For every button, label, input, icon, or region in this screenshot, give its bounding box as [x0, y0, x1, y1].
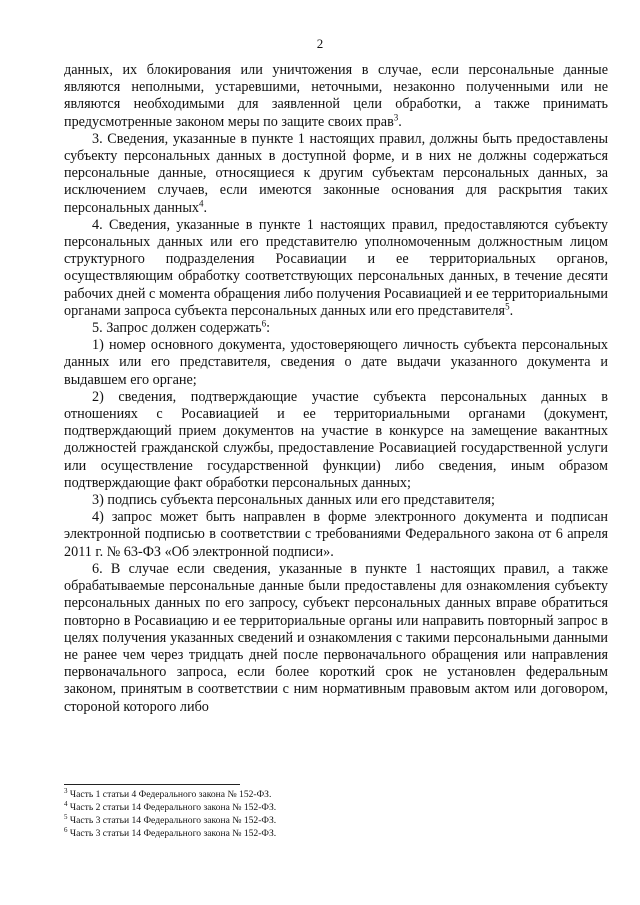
footnote-ref: 6: [261, 318, 267, 329]
footnote: $^5$ Часть 3 статьи 14 Федерального закона № 152-ФЗ.: [64, 812, 277, 826]
footnote-ref: 5: [505, 301, 510, 312]
paragraph-5-item-1: 1) номер основного документа, удостоверяющего личность субъекта персональных данных или его представителя, сведения о дате выдачи указанного документа и выдавшем его органе;: [64, 337, 608, 388]
footnote: $^3$ Часть 1 статьи 4 Федерального закона № 152-ФЗ.: [64, 786, 272, 800]
footnote: $^6$ Часть 3 статьи 14 Федерального закона № 152-ФЗ.: [64, 825, 277, 839]
footnote-ref: 3: [393, 111, 399, 122]
page-number: 2: [316, 36, 324, 51]
paragraph-5-item-2: 2) сведения, подтверждающие участие субъекта персональных данных в отношениях с Росавиацией и ее территориальными органами (документ, подтверждающий прием документов на участие в конкурсе на замещение вакантных должностей гражданской службы, предоставление Росавиацией государственной услуги или осуществление государственной функции) либо сведения, иным образом подтверждающие факт обработки персональных данных;: [64, 388, 608, 491]
paragraph-4: 4. Сведения, указанные в пункте 1 настоящих правил, предоставляются субъекту персональных данных или его представителю уполномоченным должностным лицом структурного подразделения Росавиации и ее территориальных органов, осуществляющим обработку соответствующих персональных данных, в течение десяти рабочих дней с момента обращения либо получения Росавиацией и ее территориальными органами запроса субъекта персональных данных или его представителя$^5$.: [64, 216, 608, 319]
footnote-ref: 4: [199, 197, 204, 208]
paragraph-5: 5. Запрос должен содержать$^6$:: [92, 318, 271, 337]
footnotes: [64, 788, 484, 840]
paragraph-3: 3. Сведения, указанные в пункте 1 настоящих правил, должны быть предоставлены субъекту персональных данных в доступной форме, и в них не должны содержаться персональные данные, относящиеся к другим субъектам персональных данных, за исключением случаев, если имеются законные основания для раскрытия таких персональных данных$^4$.: [64, 130, 608, 216]
document-body: [64, 62, 608, 716]
footnote: $^4$ Часть 2 статьи 14 Федерального закона № 152-ФЗ.: [64, 799, 277, 813]
paragraph-5-item-3: 3) подпись субъекта персональных данных или его представителя;: [92, 492, 495, 509]
footnote-divider: [64, 784, 240, 785]
paragraph-6: 6. В случае если сведения, указанные в пункте 1 настоящих правил, а также обрабатываемые персональные данные были предоставлены для ознакомления субъекту персональных данных по его запросу, субъект персональных данных вправе обратиться повторно в Росавиацию и ее территориальные органы или направить повторный запрос в целях получения указанных сведений и ознакомления с такими персональными данными не ранее чем через тридцать дней после первоначального обращения или направления первоначального запроса, если более короткий срок не установлен федеральным законом, принятым в соответствии с ним нормативным правовым актом или договором, стороной которого либо: [64, 560, 608, 715]
paragraph-continuation: данных, их блокирования или уничтожения в случае, если персональные данные являются неполными, устаревшими, неточными, незаконно полученными или не являются необходимыми для заявленной цели обработки, а также принимать предусмотренные законом меры по защите своих прав$^3$.: [64, 62, 608, 130]
paragraph-5-item-4: 4) запрос может быть направлен в форме электронного документа и подписан электронной подписью в соответствии с требованиями Федерального закона от 6 апреля 2011 г. № 63-ФЗ «Об электронной подписи».: [64, 509, 608, 560]
